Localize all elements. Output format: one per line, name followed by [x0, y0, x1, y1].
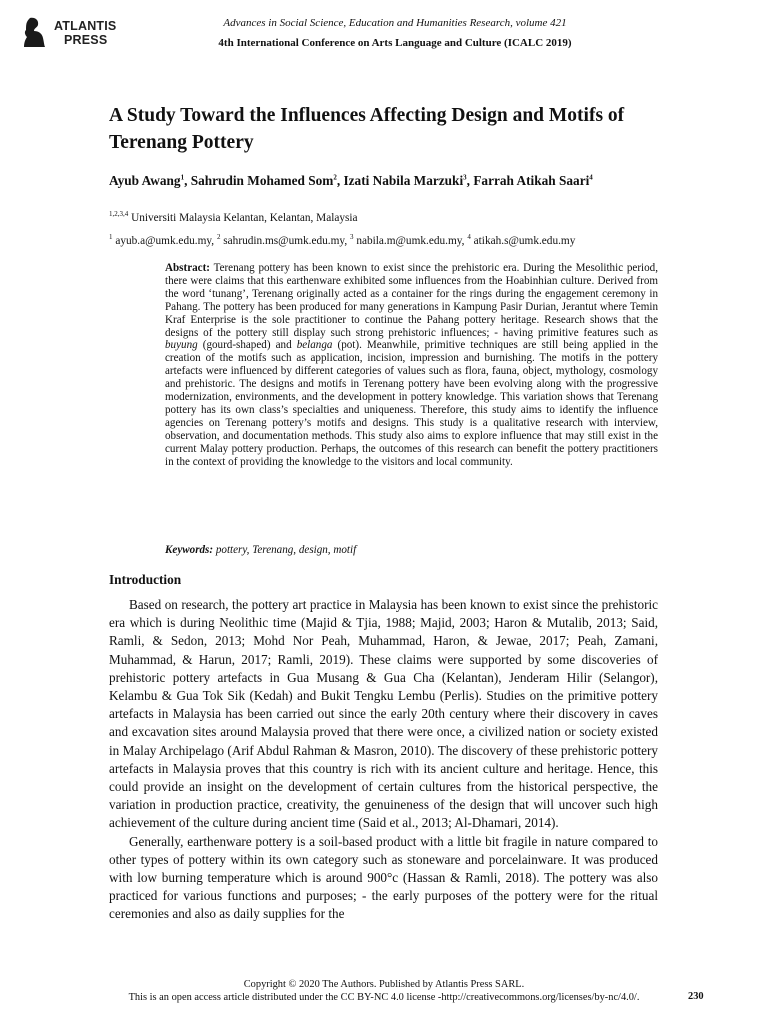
paragraph: Generally, earthenware pottery is a soil-based product with a little bit fragile in nature compared to other types of pottery within its own category such as stoneware and porcelainware. It was produced with low burning temperature which is around 900°c (Hassan & Ramli, 2018). The pottery was also practiced for various functions and purposes; - the early purposes of the pottery were for the ritual ceremonies and also as daily supplies for the: [109, 833, 658, 922]
abstract: [165, 262, 658, 469]
section-heading: Introduction: [109, 572, 182, 587]
author-name: Ayub Awang: [109, 173, 181, 188]
keywords: [165, 543, 356, 557]
paragraph: Based on research, the pottery art practice in Malaysia has been known to exist since the prehistoric era which is during Neolithic time (Majid & Tjia, 1988; Majid, 2003; Haron & Mutalib, 2013; Said, Ramli, & Sedon, 2013; Mohd Nor Peah, Muhammad, Haron, & Jewae, 2017; Peah, Zamani, Muhammad, & Harun, 2017; Ramli, 2019). These claims were supported by some discoveries of prehistoric pottery artefacts in Gua Musang & Gua Cha (Kelantan), Jenderam Hilir (Selangor), Kelambu & Gua Tok Sik (Kedah) and Bukit Tengku Lembu (Perlis). Studies on the primitive pottery artefacts in Malaysia has been carried out since the early 20th century where their discovery in caves and excavation sites around Malaysia proved that there were once, a civilized nation or society existed in Malay Archipelago (Arif Abdul Rahman & Masron, 2010). The discovery of these prehistoric pottery artefacts in Malaysia proves that this country is rich with its ancient culture and heritage. Hence, this could provide an insight on the development of certain cultures from the historical perspective, the variation in production practice, creativity, the genuineness of the design that will uncover such high achievement of the culture during ancient time (Said et al., 2013; Al-Dhamari, 2014).: [109, 597, 658, 831]
series-title: Advances in Social Science, Education and Humanities Research, volume 421: [223, 17, 567, 29]
copyright-line: Copyright © 2020 The Authors. Published by Atlantis Press SARL.: [243, 979, 525, 990]
email-link[interactable]: ayub.a@umk.edu.my,: [115, 235, 215, 247]
keywords-text: pottery, Terenang, design, motif: [213, 544, 357, 556]
email-sup: 4: [467, 233, 471, 242]
email-link[interactable]: atikah.s@umk.edu.my: [473, 235, 576, 247]
affiliation-sup: 1,2,3,4: [109, 210, 129, 219]
email-list: [109, 234, 575, 248]
email-sup: 3: [349, 233, 354, 242]
email-link[interactable]: sahrudin.ms@umk.edu.my,: [223, 235, 348, 247]
abstract-text: (pot). Meanwhile, primitive techniques are still being applied in the creation of the motifs such as application, incision, impression and burnishing. The motifs in the pottery artefacts were influenced by different categories of values such as flora, fauna, object, mythology, cosmology and prehistoric. The designs and motifs in Terenang pottery have been evolving along with the progressive modernization, environments, and the development in pottery knowledge. This variation shows that Terenang pottery has its own class’s specialties and uniqueness. Therefore, this study aims to identify the influence agencies on Terenang pottery’s motifs and designs. This study is a qualitative research with interview, observation, and documentation methods. This study also aims to explore influence that may still exist in the current Malay pottery production. Perhaps, the outcomes of this research can benefit the pottery practitioners in the context of providing the knowledge to the visitors and local community.: [165, 339, 658, 468]
abstract-text: Terenang pottery has been known to exist since the prehistoric era. During the Mesolithic period, there were claims that this earthenware exhibited some influences from the Hoabinhian culture. Derived from the word ‘tunang’, Terenang originally acted as a container for the rings during the engagement ceremony in Pahang. The pottery has been produced for many generations in Kampung Pasir Durian, Jerantut where Temin Kraf Enterprise is the sole practitioner to continue the Pahang pottery heritage. Research shows that the designs of the pottery still display such strong prehistoric influences; - having primitive features such as: [165, 262, 658, 339]
atlantis-press-logo: [20, 14, 130, 50]
page-number: 230: [688, 991, 704, 1002]
logo-line1: ATLANTIS: [54, 19, 117, 33]
abstract-term: buyung: [165, 339, 198, 352]
body-text: [109, 596, 658, 924]
author-sup: 2: [333, 173, 337, 182]
abstract-text: (gourd-shaped) and: [197, 339, 297, 352]
author-name: Sahrudin Mohamed Som: [190, 173, 334, 188]
email-sup: 1: [109, 233, 113, 242]
affiliation: [109, 211, 358, 225]
page-footer: [80, 978, 688, 1004]
email-link[interactable]: nabila.m@umk.edu.my,: [356, 235, 465, 247]
conference-title: 4th International Conference on Arts Language and Culture (ICALC 2019): [218, 37, 572, 49]
license-line: This is an open access article distributed under the CC BY-NC 4.0 license -http://creativecommons.org/licenses/by-nc/4.0/.: [128, 992, 640, 1003]
logo-wordmark: [54, 19, 116, 47]
thinker-icon: [20, 16, 48, 48]
abstract-label: Abstract:: [165, 262, 210, 274]
author-list: Ayub Awang$^1$, Sahrudin Mohamed Som$^2$, Izati Nabila Marzuki$^3$, Farrah Atikah Saari$^4$: [109, 173, 593, 188]
running-header: [160, 16, 630, 50]
email-sup: 2: [216, 233, 221, 242]
paper-title: A Study Toward the Influences Affecting Design and Motifs of Terenang Pottery: [109, 105, 625, 153]
author-name: Izati Nabila Marzuki: [343, 173, 464, 188]
author-name: Farrah Atikah Saari: [473, 173, 590, 188]
author-sup: 4: [589, 173, 593, 182]
abstract-term: belanga: [296, 339, 333, 352]
affiliation-text: Universiti Malaysia Kelantan, Kelantan, Malaysia: [131, 212, 358, 224]
author-sup: 1: [180, 173, 185, 182]
logo-line2: PRESS: [64, 33, 108, 47]
author-sup: 3: [463, 173, 467, 182]
keywords-label: Keywords:: [165, 544, 214, 556]
